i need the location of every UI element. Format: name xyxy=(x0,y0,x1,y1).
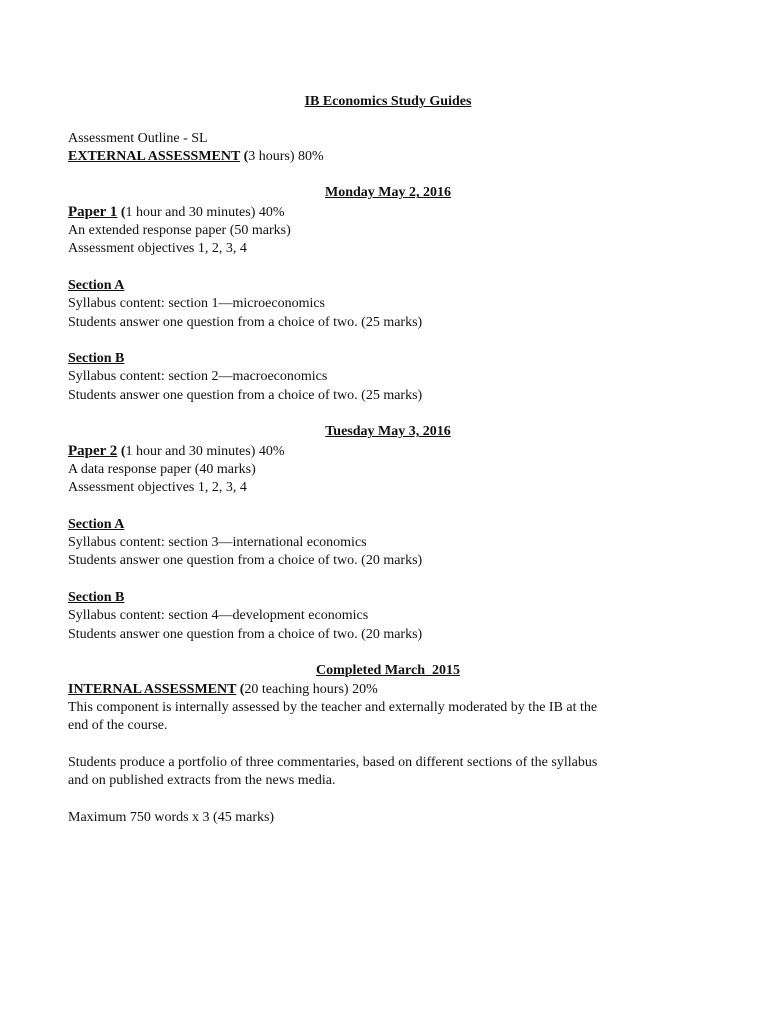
paper1-section-b-heading: Section B xyxy=(68,351,125,367)
paper1-date: Monday May 2, 2016 xyxy=(325,185,451,201)
paper1-section-a-content: Syllabus content: section 1—microeconomics xyxy=(68,296,326,312)
internal-assessment-paren: ( xyxy=(236,681,245,697)
internal-assessment-details: 20 teaching hours) 20% xyxy=(244,681,378,697)
paper1-details: 1 hour and 30 minutes) 40% xyxy=(125,204,285,220)
internal-date: Completed March 2015 xyxy=(316,663,460,679)
assessment-outline: Assessment Outline - SL xyxy=(68,130,208,146)
paper2-section-a-heading: Section A xyxy=(68,516,125,532)
paper2-objectives: Assessment objectives 1, 2, 3, 4 xyxy=(68,480,247,496)
paper2-description: A data response paper (40 marks) xyxy=(68,461,256,477)
internal-paragraph1-line2: end of the course. xyxy=(68,718,168,734)
paper1-objectives: Assessment objectives 1, 2, 3, 4 xyxy=(68,241,247,257)
paper2-section-b-heading: Section B xyxy=(68,590,125,606)
spacer xyxy=(68,259,708,277)
external-assessment-details: 3 hours) 80% xyxy=(248,148,324,164)
external-assessment-line xyxy=(68,148,708,166)
paper2-section-b-content: Syllabus content: section 4—development economics xyxy=(68,608,369,624)
paper2-section-a-content: Syllabus content: section 3—international economics xyxy=(68,535,367,551)
paper1-paren: ( xyxy=(117,204,126,220)
internal-maximum: Maximum 750 words x 3 (45 marks) xyxy=(68,809,275,825)
spacer xyxy=(68,790,708,808)
external-assessment-paren: ( xyxy=(240,148,249,164)
document-title: IB Economics Study Guides xyxy=(304,94,472,109)
spacer xyxy=(68,644,708,662)
spacer xyxy=(68,571,708,589)
paper2-line xyxy=(68,442,708,461)
document-page xyxy=(68,93,708,827)
spacer xyxy=(68,735,708,753)
spacer xyxy=(68,405,708,423)
paper1-section-a-heading: Section A xyxy=(68,277,125,293)
spacer xyxy=(68,498,708,516)
internal-paragraph1-line1: This component is internally assessed by the teacher and externally moderated by the IB at the xyxy=(68,699,598,715)
paper2-section-a-answer: Students answer one question from a choice of two. (20 marks) xyxy=(68,553,423,569)
paper1-description: An extended response paper (50 marks) xyxy=(68,223,291,239)
spacer xyxy=(68,111,708,129)
paper1-heading: Paper 1 xyxy=(68,203,118,220)
paper2-paren: ( xyxy=(117,443,126,459)
paper1-section-a-answer: Students answer one question from a choice of two. (25 marks) xyxy=(68,314,423,330)
spacer xyxy=(68,166,708,184)
paper1-line xyxy=(68,203,708,222)
paper2-heading: Paper 2 xyxy=(68,442,118,459)
internal-assessment-line xyxy=(68,681,708,699)
paper1-section-b-answer: Students answer one question from a choice of two. (25 marks) xyxy=(68,387,423,403)
spacer xyxy=(68,332,708,350)
internal-assessment-heading: INTERNAL ASSESSMENT xyxy=(68,681,237,697)
paper1-section-b-content: Syllabus content: section 2—macroeconomics xyxy=(68,369,328,385)
external-assessment-heading: EXTERNAL ASSESSMENT xyxy=(68,148,241,164)
internal-paragraph2-line2: and on published extracts from the news media. xyxy=(68,772,336,788)
paper2-section-b-answer: Students answer one question from a choice of two. (20 marks) xyxy=(68,626,423,642)
internal-paragraph2-line1: Students produce a portfolio of three commentaries, based on different sections of the syllabus xyxy=(68,754,598,770)
paper2-date: Tuesday May 3, 2016 xyxy=(325,424,451,440)
paper2-details: 1 hour and 30 minutes) 40% xyxy=(125,443,285,459)
